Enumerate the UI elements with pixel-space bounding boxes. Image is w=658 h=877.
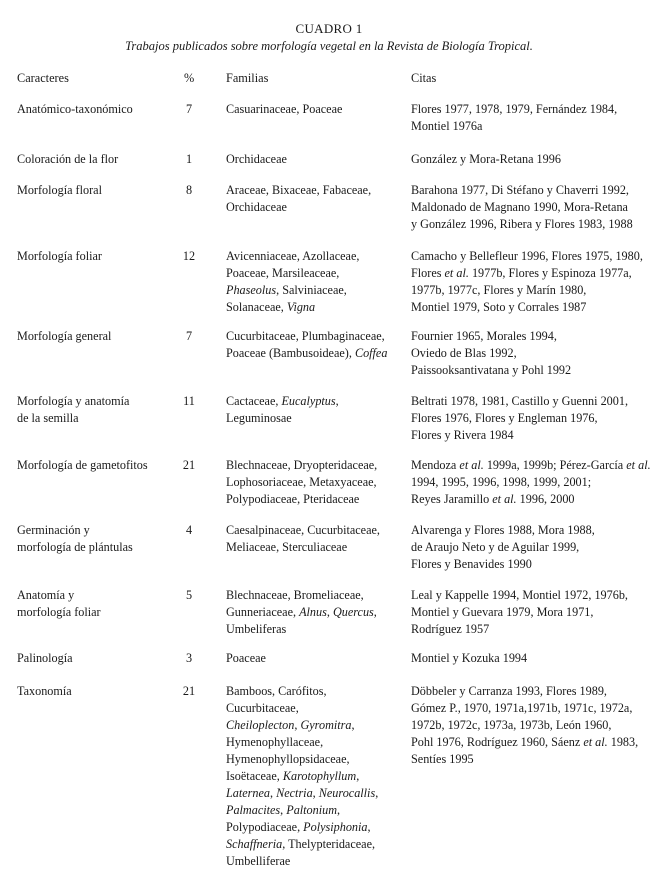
familias-line: Orchidaceae: [226, 152, 287, 166]
citas-line: Paissooksantivatana y Pohl 1992: [411, 363, 572, 377]
citas-line: Montiel 1976a: [411, 119, 483, 133]
citas-line: Döbbeler y Carranza 1993, Flores 1989,: [411, 684, 607, 698]
citas-cell: [411, 101, 651, 135]
citas-line: Oviedo de Blas 1992,: [411, 346, 517, 360]
caracter-line: Taxonomía: [17, 684, 72, 698]
caracter-line: Morfología y anatomía: [17, 394, 130, 408]
percent-line: 7: [185, 102, 193, 116]
caracter-line: Anatómico-taxonómico: [17, 102, 133, 116]
familias-line: Solanaceae, Vigna: [226, 300, 316, 314]
familias-line: Lophosoriaceae, Metaxyaceae,: [226, 475, 377, 489]
familias-line: Isoëtaceae, Karotophyllum,: [226, 769, 360, 783]
familias-cell: [226, 151, 406, 168]
citas-cell: [411, 683, 651, 768]
citas-line: Rodríguez 1957: [411, 622, 490, 636]
familias-line: Cucurbitaceae, Plumbaginaceae,: [226, 329, 385, 343]
percent-cell: [182, 328, 196, 345]
citas-cell: [411, 248, 651, 316]
caracter-line: Morfología floral: [17, 183, 102, 197]
citas-cell: [411, 393, 651, 444]
familias-line: Caesalpinaceae, Cucurbitaceae,: [226, 523, 380, 537]
familias-cell: [226, 182, 406, 216]
familias-cell: [226, 522, 406, 556]
percent-cell: [182, 101, 196, 118]
citas-line: Montiel y Kozuka 1994: [411, 651, 528, 665]
citas-line: Flores 1976, Flores y Engleman 1976,: [411, 411, 598, 425]
familias-line: Casuarinaceae, Poaceae: [226, 102, 343, 116]
familias-cell: [226, 328, 406, 362]
citas-line: Gómez P., 1970, 1971a,1971b, 1971c, 1972a,: [411, 701, 633, 715]
familias-line: Orchidaceae: [226, 200, 287, 214]
caracter-line: morfología foliar: [17, 605, 101, 619]
caracter-cell: [17, 248, 177, 265]
percent-cell: [182, 151, 196, 168]
citas-cell: [411, 650, 651, 667]
familias-line: Poaceae, Marsileaceae,: [226, 266, 340, 280]
citas-line: Sentíes 1995: [411, 752, 474, 766]
citas-line: Camacho y Bellefleur 1996, Flores 1975, 1980,: [411, 249, 643, 263]
citas-cell: [411, 457, 651, 508]
caracter-cell: [17, 393, 177, 427]
percent-line: 7: [185, 329, 193, 343]
familias-line: Meliaceae, Sterculiaceae: [226, 540, 348, 554]
citas-line: Leal y Kappelle 1994, Montiel 1972, 1976b,: [411, 588, 628, 602]
percent-cell: [182, 393, 196, 410]
percent-cell: [182, 522, 196, 539]
familias-line: Umbeliferas: [226, 622, 287, 636]
citas-line: 1977b, 1977c, Flores y Marín 1980,: [411, 283, 587, 297]
citas-line: Flores y Rivera 1984: [411, 428, 514, 442]
familias-line: Blechnaceae, Bromeliaceae,: [226, 588, 364, 602]
caracter-cell: [17, 650, 177, 667]
familias-line: Leguminosae: [226, 411, 292, 425]
caracter-line: Anatomía y: [17, 588, 75, 602]
table-caption: Trabajos publicados sobre morfología vegetal en la Revista de Biología Tropical.: [125, 39, 533, 53]
caracter-cell: [17, 328, 177, 345]
percent-line: 1: [185, 152, 193, 166]
familias-line: Cheiloplecton, Gyromitra,: [226, 718, 355, 732]
citas-cell: [411, 182, 651, 233]
citas-line: Mendoza et al. 1999a, 1999b; Pérez-García et al.: [411, 458, 651, 472]
familias-cell: [226, 393, 406, 427]
percent-line: 3: [185, 651, 193, 665]
caracter-line: Germinación y: [17, 523, 90, 537]
citas-line: Montiel y Guevara 1979, Mora 1971,: [411, 605, 594, 619]
percent-line: 8: [185, 183, 193, 197]
citas-line: Reyes Jaramillo et al. 1996, 2000: [411, 492, 575, 506]
familias-line: Schaffneria, Thelypteridaceae,: [226, 837, 376, 851]
percent-line: 4: [185, 523, 193, 537]
citas-line: Flores y Benavides 1990: [411, 557, 532, 571]
percent-line: 21: [182, 684, 196, 698]
familias-line: Phaseolus, Salviniaceae,: [226, 283, 347, 297]
familias-line: Hymenophyllaceae,: [226, 735, 324, 749]
caracter-line: Palinología: [17, 651, 73, 665]
familias-line: Cactaceae, Eucalyptus,: [226, 394, 339, 408]
familias-cell: [226, 587, 406, 638]
familias-line: Hymenophyllopsidaceae,: [226, 752, 350, 766]
familias-line: Palmacites, Paltonium,: [226, 803, 341, 817]
citas-line: Alvarenga y Flores 1988, Mora 1988,: [411, 523, 595, 537]
table-number: CUADRO 1: [295, 21, 363, 36]
percent-cell: [182, 182, 196, 199]
citas-cell: [411, 328, 651, 379]
citas-line: Flores 1977, 1978, 1979, Fernández 1984,: [411, 102, 618, 116]
familias-line: Avicenniaceae, Azollaceae,: [226, 249, 360, 263]
familias-line: Blechnaceae, Dryopteridaceae,: [226, 458, 378, 472]
percent-line: 12: [182, 249, 196, 263]
familias-line: Cucurbitaceae,: [226, 701, 299, 715]
citas-line: Maldonado de Magnano 1990, Mora-Retana: [411, 200, 628, 214]
citas-cell: [411, 522, 651, 573]
caracter-cell: [17, 101, 177, 118]
citas-line: González y Mora-Retana 1996: [411, 152, 561, 166]
caracter-cell: [17, 522, 177, 556]
caracter-line: Morfología general: [17, 329, 112, 343]
familias-cell: [226, 683, 406, 870]
column-header-caracteres: Caracteres: [17, 71, 69, 85]
percent-line: 5: [185, 588, 193, 602]
caracter-line: morfología de plántulas: [17, 540, 133, 554]
percent-cell: [182, 248, 196, 265]
caracter-line: Coloración de la flor: [17, 152, 119, 166]
citas-line: Pohl 1976, Rodríguez 1960, Sáenz et al. 1983,: [411, 735, 639, 749]
percent-line: 11: [183, 394, 195, 408]
column-header-familias: Familias: [226, 71, 269, 85]
percent-cell: [182, 650, 196, 667]
caracter-line: Morfología de gametofitos: [17, 458, 148, 472]
column-header-citas: Citas: [411, 71, 437, 85]
familias-cell: [226, 101, 406, 118]
familias-line: Laternea, Nectria, Neurocallis,: [226, 786, 379, 800]
citas-cell: [411, 151, 651, 168]
familias-cell: [226, 248, 406, 316]
citas-line: de Araujo Neto y de Aguilar 1999,: [411, 540, 580, 554]
citas-line: Flores et al. 1977b, Flores y Espinoza 1977a,: [411, 266, 632, 280]
caracter-cell: [17, 151, 177, 168]
citas-line: 1994, 1995, 1996, 1998, 1999, 2001;: [411, 475, 592, 489]
percent-cell: [182, 683, 196, 700]
familias-line: Poaceae: [226, 651, 266, 665]
citas-line: Barahona 1977, Di Stéfano y Chaverri 1992,: [411, 183, 629, 197]
percent-line: 21: [182, 458, 196, 472]
caracter-line: Morfología foliar: [17, 249, 102, 263]
familias-line: Araceae, Bixaceae, Fabaceae,: [226, 183, 372, 197]
citas-line: y González 1996, Ribera y Flores 1983, 1988: [411, 217, 633, 231]
familias-cell: [226, 650, 406, 667]
caracter-cell: [17, 457, 177, 474]
citas-line: Fournier 1965, Morales 1994,: [411, 329, 557, 343]
familias-line: Polypodiaceae, Pteridaceae: [226, 492, 360, 506]
citas-line: Montiel 1979, Soto y Corrales 1987: [411, 300, 587, 314]
familias-line: Polypodiaceae, Polysiphonia,: [226, 820, 371, 834]
familias-line: Bamboos, Carófitos,: [226, 684, 327, 698]
caracter-line: de la semilla: [17, 411, 79, 425]
caracter-cell: [17, 182, 177, 199]
percent-cell: [182, 587, 196, 604]
percent-cell: [182, 457, 196, 474]
familias-line: Poaceae (Bambusoideae), Coffea: [226, 346, 388, 360]
familias-cell: [226, 457, 406, 508]
citas-line: 1972b, 1972c, 1973a, 1973b, León 1960,: [411, 718, 612, 732]
familias-line: Umbelliferae: [226, 854, 291, 868]
familias-line: Gunneriaceae, Alnus, Quercus,: [226, 605, 377, 619]
citas-line: Beltrati 1978, 1981, Castillo y Guenni 2001,: [411, 394, 628, 408]
caracter-cell: [17, 683, 177, 700]
citas-cell: [411, 587, 651, 638]
column-header-percent: %: [184, 71, 195, 85]
caracter-cell: [17, 587, 177, 621]
